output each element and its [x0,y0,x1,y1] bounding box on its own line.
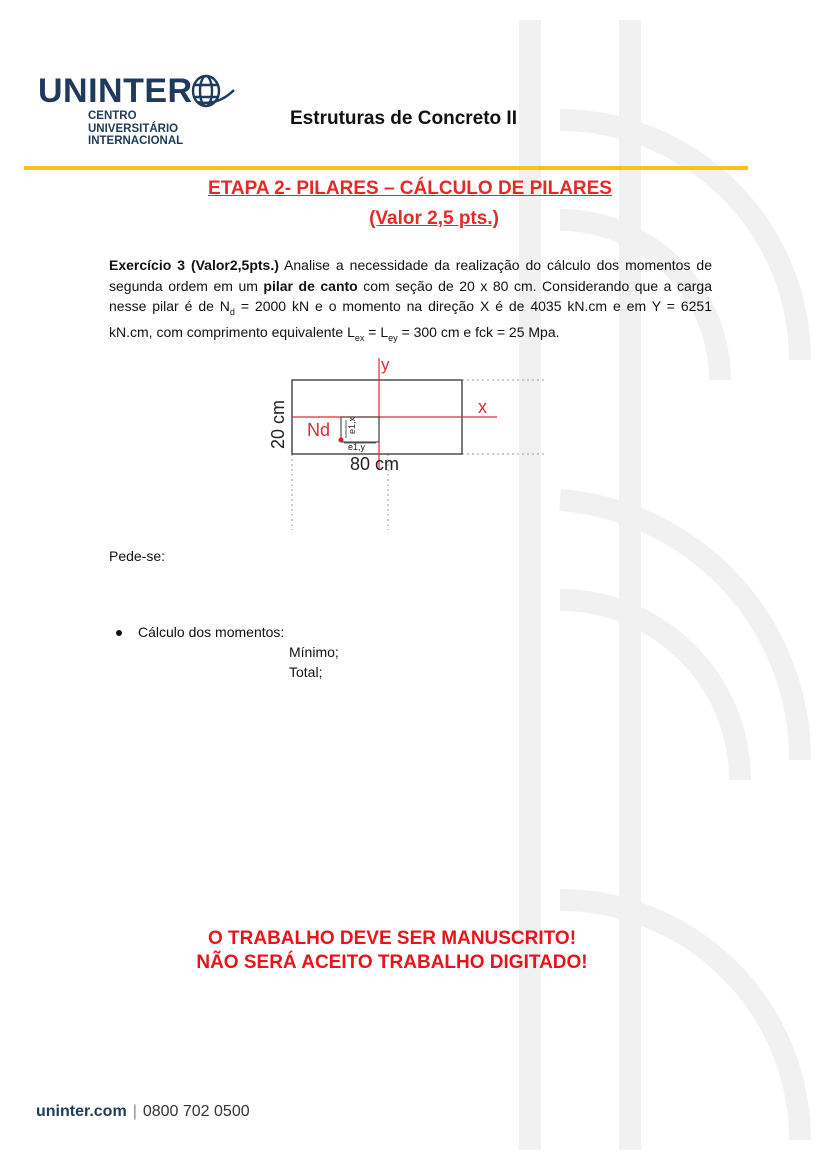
subscript: ey [388,333,398,344]
logo-sub-line: CENTRO [88,110,137,122]
load-point [339,438,344,443]
height-dimension: 20 cm [268,399,288,449]
exercise-text: = L [364,324,389,341]
header-rule [24,166,748,170]
sub-item-minimum: Mínimo; [289,644,339,660]
width-dimension: 80 cm [350,454,400,474]
subscript: d [229,306,235,317]
stage-title: ETAPA 2- PILARES – CÁLCULO DE PILARES [208,178,612,199]
bullet-item [116,624,284,640]
logo-subtitle [88,110,183,148]
footer [36,1103,250,1121]
bullet-icon [116,630,122,636]
logo-sub-line: UNIVERSITÁRIO [88,122,179,135]
y-axis-label: y [381,355,390,374]
footer-phone: 0800 702 0500 [142,1103,250,1120]
column-section-diagram [262,352,552,532]
stage-value: (Valor 2,5 pts.) [369,208,499,229]
e1x-label: e1,x [347,416,357,434]
exercise-paragraph [109,255,712,349]
exercise-text: = 2000 kN e o momento na direção X é de 4035 kN.cm e em Y = 6251 kN.cm, com comprimento equivalente L [109,298,712,341]
footer-site: uninter.com [36,1103,127,1120]
subscript: ex [354,333,365,344]
bullet-text: Cálculo dos momentos: [138,624,285,640]
warning-line-1: O TRABALHO DEVE SER MANUSCRITO! [207,928,577,949]
logo-sub-line: INTERNACIONAL [88,135,184,147]
footer-separator: | [132,1103,137,1120]
globe-icon [188,72,240,110]
exercise-text: com seção de 20 x 80 cm. Considerando que a carga nesse pilar é de N [109,277,712,314]
exercise-text: = 300 cm e fck = 25 Mpa. [397,324,560,341]
exercise-bold: pilar de canto [263,277,358,294]
e1y-label: e1,y [348,442,366,452]
logo-wordmark: UNINTER [38,72,193,110]
request-label: Pede-se: [109,548,166,564]
course-title: Estruturas de Concreto II [290,108,517,129]
sub-item-total: Total; [289,664,323,680]
uninter-logo [38,72,248,152]
exercise-label: Exercício 3 (Valor2,5pts.) [109,257,279,273]
exercise-text: Analise a necessidade da realização do cálculo dos momentos de segunda ordem em um [109,257,712,294]
x-axis-label: x [478,397,487,417]
warning-line-2: NÃO SERÁ ACEITO TRABALHO DIGITADO! [196,952,588,973]
nd-label: Nd [307,420,331,440]
